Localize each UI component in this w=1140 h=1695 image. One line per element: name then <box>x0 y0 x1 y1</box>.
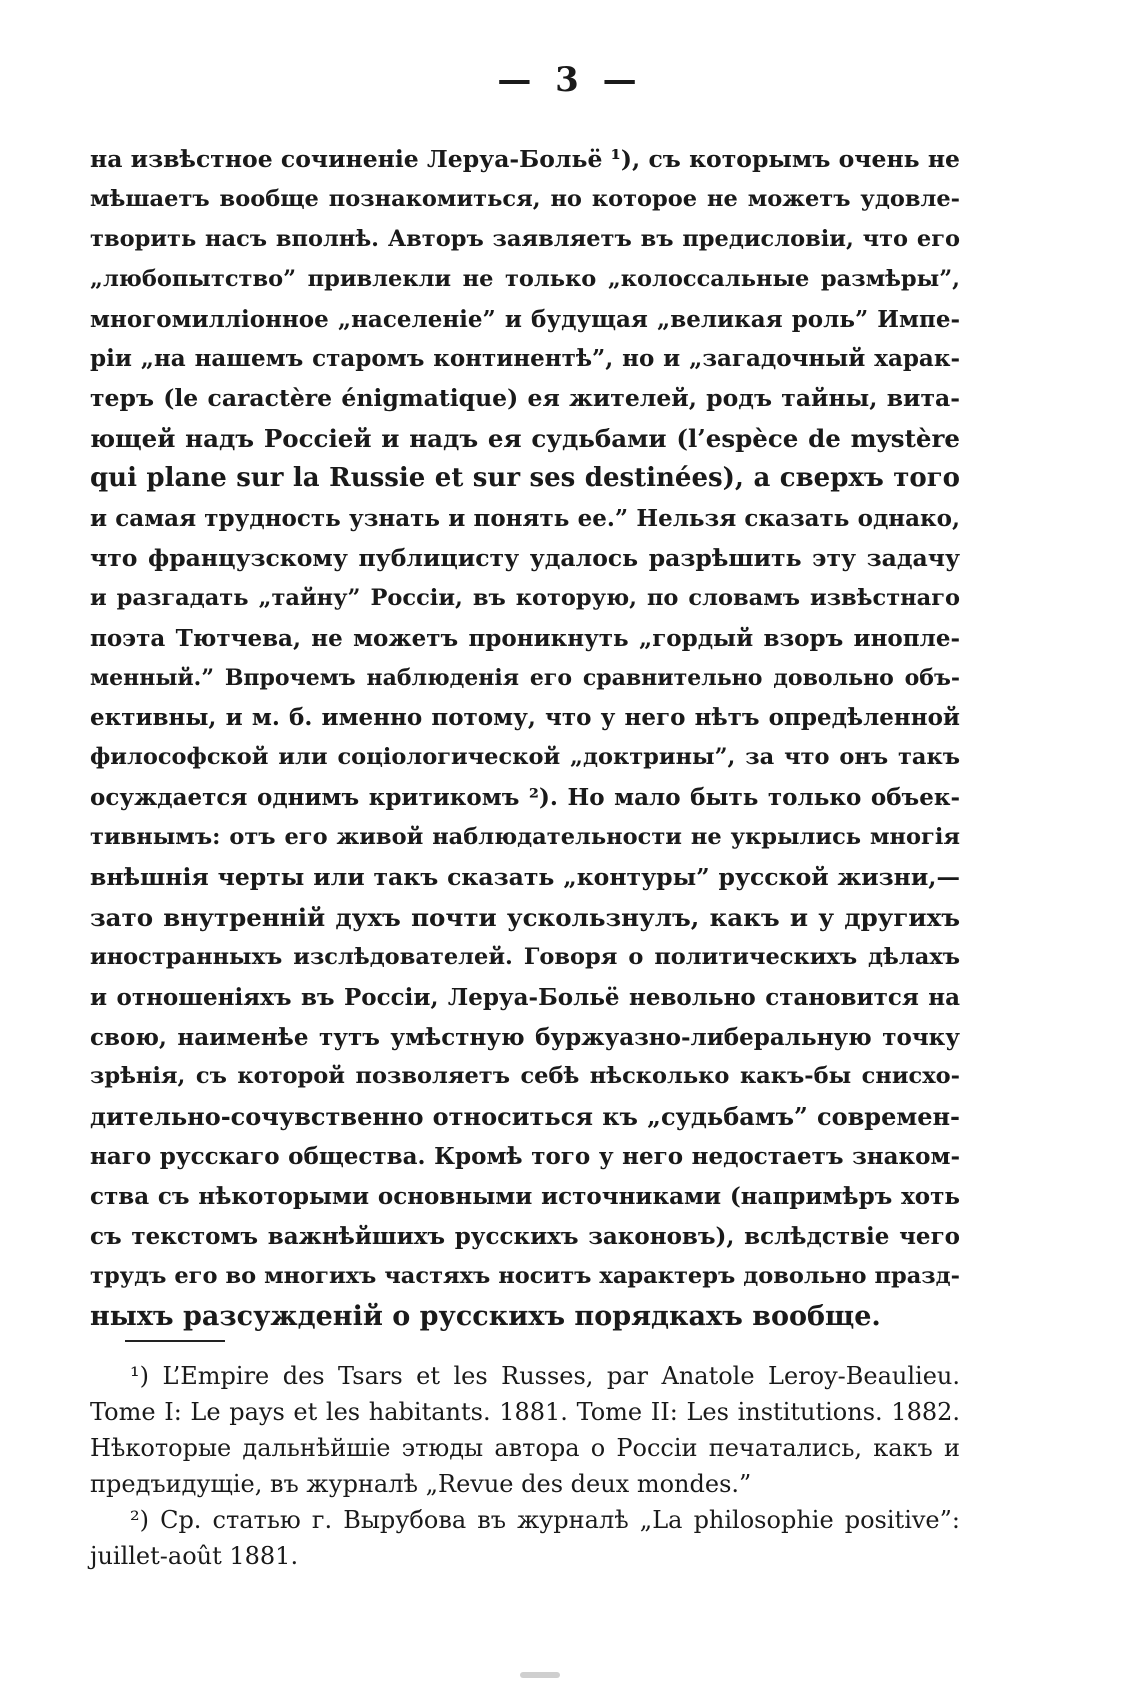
footnote-line: ¹) L’Empire des Tsars et les Russes, par Anatole Leroy-Beaulieu. <box>130 1362 960 1390</box>
footnote-divider <box>125 1340 225 1342</box>
footnote-line: Tome I: Le pays et les habitants. 1881. Tome II: Les institutions. 1882. <box>90 1398 960 1426</box>
text-line: зрѣнія, съ которой позволяетъ себѣ нѣсколько какъ-бы снисхо- <box>90 1063 960 1090</box>
text-line: свою, наименѣе тутъ умѣстную буржуазно-либеральную точку <box>90 1023 960 1051</box>
text-line: ективны, и м. б. именно потому, что у него нѣтъ опредѣленной <box>90 704 960 732</box>
text-line: поэта Тютчева, не можетъ проникнуть „гордый взоръ инопле- <box>90 624 960 652</box>
text-line: „любопытство” привлекли не только „колоссальные размѣры”, <box>90 265 960 292</box>
text-line: многомилліонное „населеніе” и будущая „великая роль” Импе- <box>90 305 960 333</box>
text-line: что французскому публицисту удалось разрѣшить эту задачу <box>90 543 960 572</box>
text-line: на извѣстное сочиненіе Леруа-Больё ¹), съ которымъ очень не <box>90 145 960 173</box>
text-line: внѣшнія черты или такъ сказать „контуры” русской жизни,— <box>90 863 960 892</box>
text-line: и разгадать „тайну” Россіи, въ которую, по словамъ извѣстнаго <box>90 584 960 611</box>
text-line: философской или соціологической „доктрины”, за что онъ такъ <box>90 744 960 771</box>
footnote-line: juillet-août 1881. <box>90 1542 299 1570</box>
body-text <box>90 140 960 1337</box>
text-line: тивнымъ: отъ его живой наблюдательности не укрылись многія <box>90 824 960 851</box>
text-line: творить насъ вполнѣ. Авторъ заявляетъ въ предисловіи, что его <box>90 225 960 252</box>
footnote-line: предъидущіе, въ журналѣ „Revue des deux mondes.” <box>90 1470 752 1498</box>
scan-smudge <box>520 1672 560 1678</box>
text-line: qui plane sur la Russie et sur ses destinées), а сверхъ того <box>90 463 960 494</box>
text-line: дительно-сочувственно относиться къ „судьбамъ” современ- <box>90 1102 960 1132</box>
text-line: ства съ нѣкоторыми основными источниками (напримѣръ хоть <box>90 1183 960 1211</box>
text-line: менный.” Впрочемъ наблюденія его сравнительно довольно объ- <box>90 664 960 691</box>
text-line: съ текстомъ важнѣйшихъ русскихъ законовъ), вслѣдствіе чего <box>90 1223 960 1251</box>
text-line: мѣшаетъ вообще познакомиться, но которое не можетъ удовле- <box>90 185 960 212</box>
text-line: и самая трудность узнать и понять ее.” Нельзя сказать однако, <box>90 505 960 533</box>
page-number: — 3 — <box>497 60 643 100</box>
text-line: иностранныхъ изслѣдователей. Говоря о политическихъ дѣлахъ <box>90 943 960 970</box>
text-line: зато внутренній духъ почти ускользнулъ, какъ и у другихъ <box>90 902 960 932</box>
text-line: и отношеніяхъ въ Россіи, Леруа-Больё невольно становится на <box>90 983 960 1011</box>
text-line: трудъ его во многихъ частяхъ носитъ характеръ довольно празд- <box>90 1262 960 1289</box>
text-line: наго русскаго общества. Кромѣ того у него недостаетъ знаком- <box>90 1143 960 1171</box>
text-line: ющей надъ Россіей и надъ ея судьбами (l’espèce de mystère <box>90 424 960 454</box>
footnote-line: ²) Ср. статью г. Вырубова въ журналѣ „La philosophie positive”: <box>130 1506 960 1534</box>
footnotes <box>90 1358 960 1574</box>
text-line: осуждается однимъ критикомъ ²). Но мало быть только объек- <box>90 784 960 812</box>
text-line: ріи „на нашемъ старомъ континентѣ”, но и „загадочный харак- <box>90 345 960 373</box>
footnote-line: Нѣкоторые дальнѣйшіе этюды автора о Россіи печатались, какъ и <box>90 1434 960 1462</box>
text-line: теръ (le caractère énigmatique) ея жителей, родъ тайны, вита- <box>90 384 960 413</box>
text-line: ныхъ разсужденій о русскихъ порядкахъ вообще. <box>90 1300 881 1332</box>
